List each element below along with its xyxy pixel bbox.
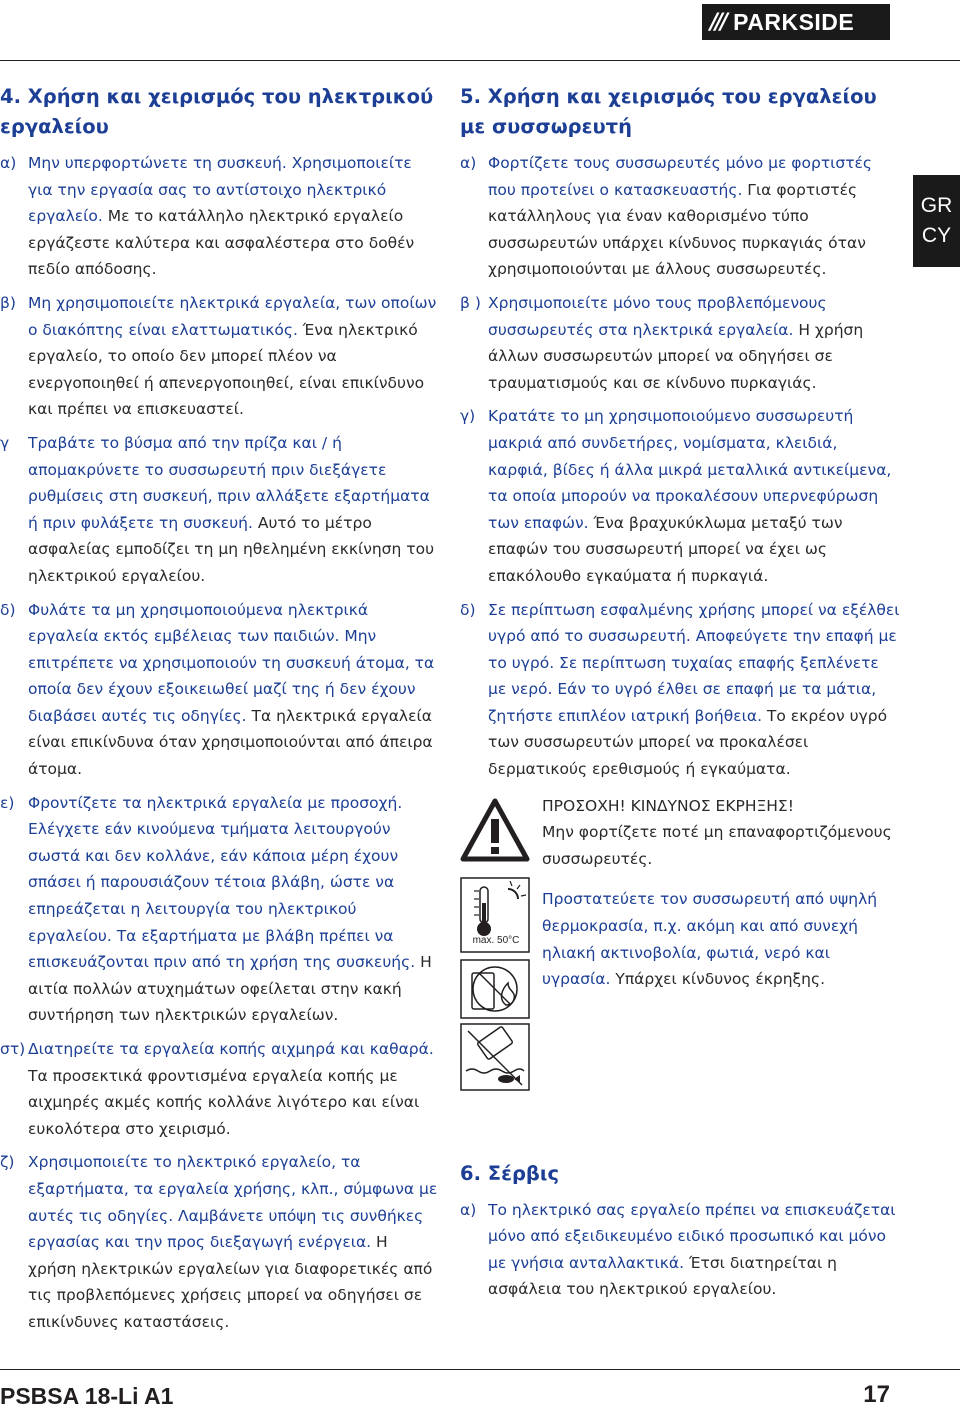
list-item bbox=[0, 790, 440, 1029]
logo-slashes: /// bbox=[710, 9, 726, 35]
item-text bbox=[28, 430, 440, 590]
item-bold: Τραβάτε το βύσμα από την πρίζα και / ή απομακρύνετε το συσσωρευτή πριν διεξάγετε ρυθμίσεις στη συσκευή, πριν αλλάξετε εξαρτήματα ή πριν φυλάξετε τη συσκευή. bbox=[28, 433, 430, 532]
item-text bbox=[28, 1036, 440, 1142]
item-normal: Έτσι διατηρείται η ασφάλεια του ηλεκτρικού εργαλείου. bbox=[488, 1253, 837, 1299]
item-text bbox=[28, 790, 440, 1029]
list-item bbox=[0, 290, 440, 423]
item-label: γ) bbox=[460, 407, 476, 426]
list-item bbox=[0, 1036, 440, 1142]
item-text bbox=[488, 1197, 900, 1303]
warning-block bbox=[460, 793, 900, 1091]
warning-text bbox=[542, 793, 900, 1091]
item-text bbox=[28, 597, 440, 783]
item-label: δ) bbox=[460, 600, 476, 619]
list-item bbox=[0, 1149, 440, 1335]
item-text bbox=[488, 597, 900, 783]
page-number: 17 bbox=[863, 1381, 890, 1408]
logo-brand: PARKSIDE bbox=[733, 8, 855, 35]
warning-icons bbox=[460, 793, 542, 1091]
temp-label: max. 50°C bbox=[472, 934, 520, 946]
list-item bbox=[0, 430, 440, 590]
list-item bbox=[460, 150, 900, 283]
item-bold: Χρησιμοποιείτε μόνο τους προβλεπόμενους συσσωρευτές στα ηλεκτρικά εργαλεία. bbox=[488, 293, 827, 339]
item-bold: Σε περίπτωση εσφαλμένης χρήσης μπορεί να εξέλθει υγρό από το συσσωρευτή. Αποφεύγετε την επαφή με το υγρό. Σε περίπτωση τυχαίας επαφής ξεπλένετε με νερό. Εάν το υγρό έλθει σε επαφή με τα μάτια, ζητήστε επιπλέον ιατρική βοήθεια. bbox=[488, 600, 900, 725]
section-6-title: 6. Σέρβις bbox=[460, 1161, 560, 1185]
item-label: β) bbox=[0, 293, 16, 312]
warning-no-recharge: Μην φορτίζετε ποτέ μη επαναφορτιζόμενους συσσωρευτές. bbox=[542, 823, 892, 868]
item-text bbox=[28, 1149, 440, 1335]
item-label: δ) bbox=[0, 600, 16, 619]
item-text bbox=[488, 403, 900, 589]
temperature-label-icon bbox=[460, 923, 530, 953]
item-text bbox=[488, 150, 900, 283]
warning-heading: ΠΡΟΣΟΧΗ! ΚΙΝΔΥΝΟΣ ΕΚΡΗΞΗΣ! bbox=[542, 796, 794, 815]
list-item bbox=[460, 597, 900, 783]
item-bold: Φροντίζετε τα ηλεκτρικά εργαλεία με προσοχή. Ελέγχετε εάν κινούμενα τμήματα λειτουργούν σωστά και δεν κολλάνε, εάν κάποια μέρη έχουν σπάσει ή παρουσιάζουν τέτοια βλάβη, ώστε να επηρεάζεται η λειτουργία του ηλεκτρικού εργαλείου. Τα εξαρτήματα με βλάβη πρέπει να επισκευάζονται πριν από τη χρήση της συσκευής. bbox=[28, 793, 416, 972]
item-label: στ) bbox=[0, 1040, 26, 1058]
section-5-title: 5. Χρήση και χειρισμός του εργαλείου με συσσωρευτή bbox=[460, 85, 877, 138]
item-bold: Κρατάτε το μη χρησιμοποιούμενο συσσωρευτή μακριά από συνδετήρες, νομίσματα, κλειδιά, καρφιά, βίδες ή άλλα μικρά μεταλλικά αντικείμενα, τα οποία μπορούν να προκαλέσουν υπερνεφύρωση των επαφών. bbox=[488, 407, 892, 532]
lang-gr: GR bbox=[920, 194, 953, 217]
left-column bbox=[0, 82, 440, 1343]
item-text bbox=[488, 290, 900, 396]
list-item bbox=[460, 403, 900, 589]
lang-cy: CY bbox=[921, 224, 952, 247]
item-normal: Για φορτιστές κατάλληλους για έναν καθορισμένο τύπο συσσωρευτών υπάρχει κίνδυνος πυρκαγιάς όταν χρησιμοποιούνται με άλλους συσσωρευτές. bbox=[488, 180, 866, 279]
list-item bbox=[0, 597, 440, 783]
list-item bbox=[0, 150, 440, 283]
section-4-title: 4. Χρήση και χειρισμός του ηλεκτρικού εργαλείου bbox=[0, 85, 434, 138]
item-label: ε) bbox=[0, 793, 15, 812]
header-rule bbox=[0, 60, 960, 61]
item-bold: Χρησιμοποιείτε το ηλεκτρικό εργαλείο, τα εξαρτήματα, τα εργαλεία χρήσης, κλπ., σύμφωνα με αυτές τις οδηγίες. Λαμβάνετε υπόψη τις συνθήκες εργασίας και την προς διεξαγωγή ενέργεια. bbox=[28, 1153, 438, 1252]
item-normal: Το εκρέον υγρό των συσσωρευτών μπορεί να προκαλέσει δερματικούς ερεθισμούς ή εγκαύματα. bbox=[488, 706, 888, 779]
no-water-icon bbox=[460, 1023, 530, 1091]
item-normal: Ένα ηλεκτρικό εργαλείο, το οποίο δεν μπορεί πλέον να ενεργοποιηθεί ή απενεργοποιηθεί, είναι επικίνδυνο και πρέπει να επισκευαστεί. bbox=[28, 320, 425, 419]
warning-triangle-icon bbox=[460, 797, 530, 863]
item-normal: Τα προσεκτικά φροντισμένα εργαλεία κοπής με αιχμηρές ακμές κοπής κολλάνε λιγότερο και είναι ευκολότερα στο χειρισμό. bbox=[28, 1066, 420, 1138]
protect-paragraph bbox=[542, 886, 900, 992]
item-normal: Αυτό το μέτρο ασφαλείας εμποδίζει τη μη ηθελημένη εκκίνηση του ηλεκτρικού εργαλείου. bbox=[28, 513, 435, 585]
item-normal: Η αιτία πολλών ατυχημάτων οφείλεται στην κακή συντήρηση των ηλεκτρικών εργαλείων. bbox=[28, 953, 432, 1025]
item-bold: Φορτίζετε τους συσσωρευτές μόνο με φορτιστές που προτείνει ο κατασκευαστής. bbox=[488, 154, 873, 199]
list-item bbox=[460, 1197, 900, 1303]
item-bold: Φυλάτε τα μη χρησιμοποιούμενα ηλεκτρικά εργαλεία εκτός εμβέλειας των παιδιών. Μην επιτρέπετε να χρησιμοποιούν τη συσκευή άτομα, τα οποία δεν έχουν εξοικειωθεί μαζί της ή δεν έχουν διαβάσει αυτές τις οδηγίες. bbox=[28, 600, 435, 725]
no-fire-icon bbox=[460, 959, 530, 1019]
protect-normal: Υπάρχει κίνδυνος έκρηξης. bbox=[610, 970, 826, 989]
item-label: γ bbox=[0, 433, 10, 452]
warning-paragraph bbox=[542, 793, 900, 873]
parkside-logo bbox=[702, 4, 890, 40]
item-label: α) bbox=[460, 1200, 477, 1219]
item-normal: Η χρήση ηλεκτρικών εργαλείων για διαφορετικές από τις προβλεπόμενες χρήσεις μπορεί να οδηγήσει σε επικίνδυνες καταστάσεις. bbox=[28, 1233, 433, 1331]
item-bold: Διατηρείτε τα εργαλεία κοπής αιχμηρά και καθαρά. bbox=[28, 1040, 434, 1058]
item-normal: Με το κατάλληλο ηλεκτρικό εργαλείο εργάζεστε καλύτερα και ασφαλέστερα στο δοθέν πεδίο απόδοσης. bbox=[28, 207, 415, 279]
item-label: α) bbox=[0, 154, 17, 172]
model-name: PSBSA 18-Li A1 bbox=[0, 1383, 174, 1409]
list-item bbox=[460, 290, 900, 396]
item-normal: Ένα βραχυκύκλωμα μεταξύ των επαφών του συσσωρευτή μπορεί να έχει ως επακόλουθο εγκαύματα ή πυρκαγιά. bbox=[488, 513, 843, 585]
language-tab bbox=[913, 175, 960, 267]
right-column bbox=[460, 82, 900, 1310]
item-label: α) bbox=[460, 154, 477, 172]
item-bold: Μη χρησιμοποιείτε ηλεκτρικά εργαλεία, των οποίων ο διακόπτης είναι ελαττωματικός. bbox=[28, 293, 437, 339]
item-text bbox=[28, 290, 440, 423]
protect-bold: Προστατεύετε τον συσσωρευτή από υψηλή θερμοκρασία, π.χ. ακόμη και από συνεχή ηλιακή ακτινοβολία, φωτιά, νερό και υγρασία. bbox=[542, 890, 878, 989]
item-text bbox=[28, 150, 440, 283]
item-bold: Το ηλεκτρικό σας εργαλείο πρέπει να επισκευάζεται μόνο από εξειδικευμένο ειδικό προσωπικό και μόνο με γνήσια ανταλλακτικά. bbox=[488, 1200, 896, 1272]
item-normal: Τα ηλεκτρικά εργαλεία είναι επικίνδυνα όταν χρησιμοποιούνται από άπειρα άτομα. bbox=[28, 706, 433, 779]
item-label: ζ) bbox=[0, 1153, 15, 1172]
footer-rule bbox=[0, 1369, 960, 1370]
item-normal: Η χρήση άλλων συσσωρευτών μπορεί να οδηγήσει σε τραυματισμούς και σε κίνδυνο πυρκαγιάς. bbox=[488, 320, 864, 392]
item-label: β ) bbox=[460, 293, 481, 312]
item-bold: Μην υπερφορτώνετε τη συσκευή. Χρησιμοποιείτε για την εργασία σας το αντίστοιχο ηλεκτρικό εργαλείο. bbox=[28, 154, 412, 226]
